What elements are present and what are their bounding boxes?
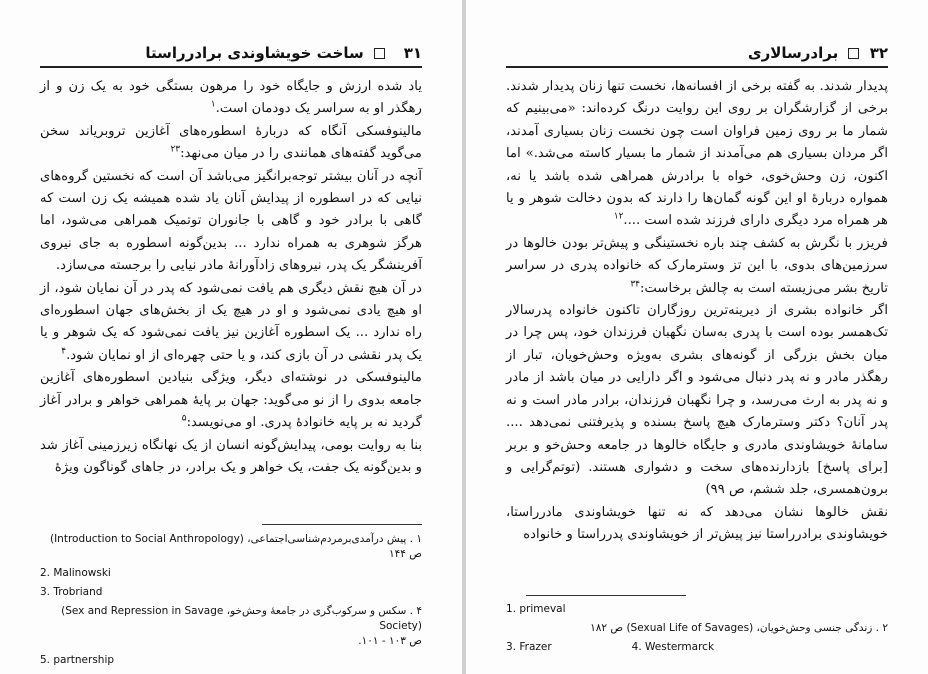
- header-box-icon: [374, 48, 385, 59]
- right-header-title: برادرسالاری: [747, 44, 839, 62]
- right-page-header: [506, 44, 888, 68]
- right-footnote-4: 4. Westermarck: [631, 641, 715, 653]
- footnote-ref-5[interactable]: ۵: [181, 413, 187, 424]
- right-footnotes: [506, 602, 888, 655]
- left-footnote-4: ۴ . سکس و سرکوب‌گری در جامعهٔ وحش‌خو، (Sex and Repression in Savage Society) ص ۱۰۳ - ۱۰۱.: [61, 605, 422, 647]
- right-paragraph-2: فریزر با نگرش به کشف چند باره نخستینگی و پیش‌تر بودن خالوها در سرزمین‌های بدوی، با این تز وسترمارک که خانواده پدری در سراسر تاریخ بشر می‌زیسته است به چالش برخاست:$^{۳۴}$: [506, 235, 888, 296]
- right-paragraph-3: نقش خالوها نشان می‌دهد که نه تنها خویشاوندی مادرراستا، خویشاوندی برادرراستا نیز پیش‌تر از خویشاوندی پدرراستا و خانواده: [506, 504, 888, 543]
- left-quote-2: در آن هیچ نقش دیگری هم یافت نمی‌شود که پدر در آن نمایان شود، از او هیچ یادی نمی‌شود و او در هیچ یک از بخش‌های جهان اسطوره‌ای راه ندارد ... یک اسطوره آغازین نیز یافت نمی‌شود که یک شوهر و یا یک پدر نقشی در آن بازی کند، و یا حتی چهره‌ای از او نمایان شود.$^۴$: [40, 280, 422, 363]
- footnote-ref-1[interactable]: ۱: [210, 100, 216, 111]
- footnote-ref-4[interactable]: ۴: [61, 346, 67, 357]
- left-footnote-5: 5. partnership: [40, 654, 115, 666]
- right-footnote-1: 1. primeval: [506, 603, 566, 615]
- left-header-title: ساخت خویشاوندی برادرراستا: [145, 44, 364, 62]
- right-paragraph-1: پدیدار شدند. به گفته برخی از افسانه‌ها، نخست تنها زنان پدیدار شدند. برخی از گزارشگران بر روی این روایت درنگ کرده‌اند: «می‌بینیم که شمار ما بر روی زمین فراوان است چون نخست زنان بسیاری آمدند، اگر مردان بسیاری هم می‌آمدند از شمار ما بسیار کاسته می‌شد.» اما اکنون، زن وحش‌خوی، خواه با برادرش همراهی شده باشد یا نه، همواره دربارهٔ او این گونه گمان‌ها را دارند که بدون دخالت شوهر و یا هر همراه مرد دیگری دارای فرزند شده است ....$^{۱۲}$: [506, 79, 888, 229]
- right-body-text: [506, 76, 888, 547]
- left-page: [0, 0, 462, 674]
- header-box-icon: [848, 48, 859, 59]
- left-body-text: [40, 76, 422, 479]
- left-footnote-1: ۱ . پیش درآمدی‌برمردم‌شناسی‌اجتماعی، (Introduction to Social Anthropology) ص ۱۴۴: [49, 533, 422, 560]
- right-footnote-pair: [506, 640, 888, 655]
- right-page: [466, 0, 928, 674]
- right-footnote-3: 3. Frazer: [506, 641, 552, 653]
- right-footnote-rule: [526, 595, 686, 596]
- footnote-ref-4[interactable]: ۴: [635, 279, 641, 290]
- left-paragraph-1: یاد شده ارزش و جایگاه خود را مرهون بستگی خود به یک زن و از رهگذر او به سراسر یک دودمان است.$^۱$: [40, 79, 422, 117]
- left-quote-1: آنچه در آنان بیشتر توجه‌برانگیز می‌باشد آن است که نخستین گروه‌های نیایی که در اسطوره از پیدایش آنان یاد شده همیشه یک زن است که گاهی با برادر خود و گاهی با جانوران توتمیک همراهی می‌شود، اما هرگز شوهری به همراه ندارد ... بدین‌گونه اسطوره به جای نیروی آفرینشگر یک پدر، نیروهای زادآورانهٔ مادر نیایی را برجسته می‌سازد.: [40, 168, 422, 274]
- right-quote-1: اگر خانواده بشری از دیرینه‌ترین روزگاران تاکنون خانواده پدرسالار تک‌همسر بوده است با پدری به‌سان نگهبان فرزندان خود، پس چرا در میان بخش بزرگی از گونه‌های بشری به‌ویژه وحش‌خویان، تبار از رهگذر مادر و نه پدر دنبال می‌شود و اگر دارایی در میان باشد از مادر و نه پدر به ارث می‌رسد، و چرا نگهبان فرزندان، برادر مادر است و نه پدر آنان؟ دکتر وسترمارک هیچ پاسخ بسنده و پذیرفتنی نمی‌دهد .... سامانهٔ خویشاوندی مادری و جایگاه خالوها در جامعه وحش‌خو و بربر [برای پاسخ] بازدارنده‌های سخت و دشواری هستند. (توتم‌گرایی و برون‌همسری، جلد ششم، ص ۹۹): [506, 303, 888, 498]
- left-header-page-number: ۳۱: [403, 44, 422, 62]
- footnote-ref-3[interactable]: ۳: [630, 279, 636, 290]
- left-paragraph-2: مالینوفسکی آنگاه که دربارهٔ اسطوره‌های آغازین تروبریاند سخن می‌گوید گفته‌های همانندی را در میان می‌نهد:$^{۲۳}$: [40, 123, 422, 162]
- footnote-ref-2[interactable]: ۲: [618, 212, 624, 223]
- left-footnote-rule: [262, 524, 422, 525]
- right-header-page-number: ۳۲: [869, 44, 888, 62]
- left-footnote-3: 3. Trobriand: [40, 586, 103, 598]
- left-page-header: [40, 44, 422, 68]
- right-footnote-2: ۲ . زندگی جنسی وحش‌خویان، (Sexual Life of Savages) ص ۱۸۲: [590, 622, 888, 634]
- left-footnote-2: 2. Malinowski: [40, 567, 111, 579]
- footnote-ref-1[interactable]: ۱: [613, 212, 619, 223]
- left-paragraph-3: مالینوفسکی در نوشته‌ای دیگر، ویژگی بنیادین اسطوره‌های آغازین جامعه بدوی را از نو می‌گوید: جهان بر پایهٔ همراهی خواهر و برادر آغاز گردید نه بر پایه خانوادهٔ پدری. او می‌نویسد:$^۵$: [40, 370, 422, 431]
- footnote-ref-3[interactable]: ۳: [175, 144, 181, 155]
- left-quote-3: بنا به روایت بومی، پیدایش‌گونه انسان از یک نهانگاه زیرزمینی آغاز شد و بدین‌گونه یک جفت، یک خواهر و یک برادر، در جاهای گوناگون ویژهٔ: [40, 437, 422, 475]
- footnote-ref-2[interactable]: ۲: [170, 144, 176, 155]
- left-footnotes: [40, 532, 422, 672]
